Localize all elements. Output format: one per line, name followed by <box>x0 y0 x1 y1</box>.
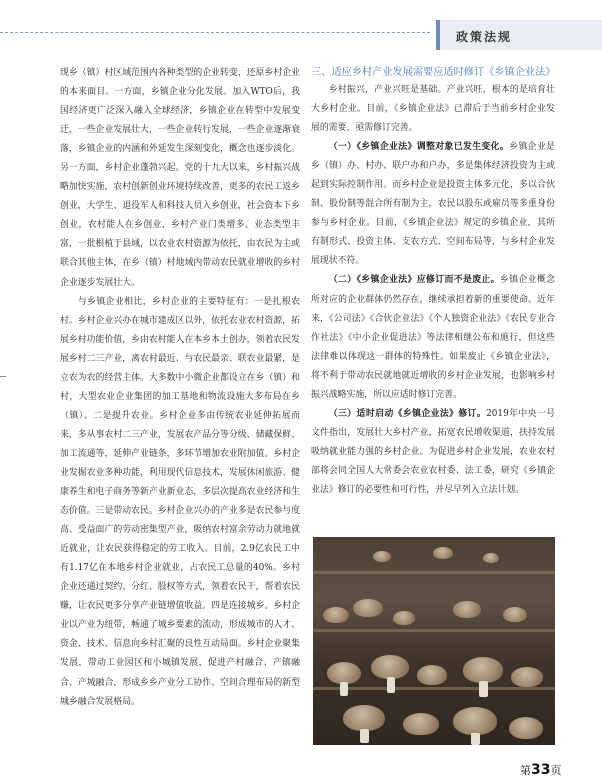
header-rule <box>0 32 430 33</box>
item-lead: （三）适时启动《乡镇企业法》修订。 <box>328 408 487 419</box>
page-number <box>520 762 561 778</box>
section-heading: 三、适应乡村产业发展需要应适时修订《乡镇企业法》 <box>311 67 556 78</box>
item-body: 乡镇企业是乡（镇）办、村办、联户办和户办，多是集体经济投资为主或起到实际控制作用。而乡村企业是投资主体多元化，多以合伙制、股份制等混合所有制为主，农民以股东或雇员等多重身份参与乡村企业。目前，《乡镇企业法》规定的乡镇企业，其所有制形式、投资主体、支农方式、空间布局等，与乡村企业发展现状不符。 <box>311 142 555 267</box>
left-column <box>60 64 300 712</box>
item-lead: （一）《乡镇企业法》调整对象已发生变化。 <box>328 142 510 153</box>
page-prefix: 第 <box>520 764 531 777</box>
item-body: 乡镇企业概念所对应的企业群体仍然存在，继续承担着新的重要使命。近年来，《公司法》《合伙企业法》《个人独资企业法》《农民专业合作社法》《中小企业促进法》等法律相继公布和施行，但这些法律难以体现这一群体的特殊性。如果废止《乡镇企业法》，将不利于带动农民就地就近增收的乡村企业发展，也影响乡村振兴战略实施，所以应适时修订完善。 <box>311 275 555 400</box>
paragraph-item-2 <box>311 271 555 404</box>
right-column <box>311 64 555 500</box>
mushroom-cultivation-photo <box>313 537 555 745</box>
page-number-value: 33 <box>531 762 551 778</box>
paragraph: 现乡（镇）村区域范围内各种类型的企业转变，还原乡村企业的本来面目。一方面，乡镇企业分化发展。加入WTO后，我国经济更广泛深入融入全球经济，乡镇企业在转型中发展变迁，一些企业发展壮大，一些企业转行发展，一些企业逐渐衰落，乡镇企业的内涵和外延发生深刻变化，概念也逐步淡化。另一方面，乡村企业蓬勃兴起。党的十九大以来，乡村振兴战略加快实施，农村创新创业环境持续改善，更多的农民工返乡创业，大学生、退役军人和科技人员入乡创业，社会资本下乡创业，农村能人在乡创业，乡村产业门类增多、业态类型丰富，一批根植于县域，以农业农村资源为依托，由农民为主或联合其他主体，在乡（镇）村地域内带动农民就业增收的乡村企业逐步发展壮大。 <box>60 68 300 288</box>
paragraph: 乡村振兴，产业兴旺是基础。产业兴旺，根本的是培育壮大乡村企业。目前，《乡镇企业法》已滞后于当前乡村企业发展的需要，亟需修订完善。 <box>311 85 555 134</box>
page-suffix: 页 <box>550 764 562 777</box>
section-title: 政策法规 <box>456 30 513 44</box>
item-body: 2019年中央一号文件指出，发展壮大乡村产业，拓宽农民增收渠道，扶持发展吸纳就业能力强的乡村企业。为促进乡村企业发展，农业农村部将会同全国人大常委会农业农村委、法工委，研究《乡镇企业法》修订的必要性和可行性，并尽早列入立法计划。 <box>311 408 556 495</box>
crop-mark <box>0 376 6 377</box>
paragraph-item-3 <box>311 405 555 500</box>
header-accent-bar <box>436 20 440 50</box>
item-lead: （二）《乡镇企业法》应修订而不是废止。 <box>328 275 500 286</box>
paragraph-item-1 <box>311 138 555 271</box>
paragraph: 与乡镇企业相比，乡村企业的主要特征有：一是扎根农村。乡村企业兴办在城市建成区以外，依托农业农村资源，拓展乡村功能价值，乡由农村能人在本乡本土创办，领着农民发展乡村二三产业，离农村最近、与农民最亲、联农业最紧，是立农为农的经营主体。大多数中小微企业都设立在乡（镇）和村，大型农业企业集团的加工基地和物流设施大多布局在乡（镇）。二是提升农业。乡村企业多由传统农业延伸拓展而来，多从事农村二三产业，发展农产品分等分级、储藏保鲜、加工流通等，延伸产业链条，多环节增加农业附加值。乡村企业发掘农业多种功能，利用现代信息技术，发展休闲旅游、健康养生和电子商务等新产业新业态，多层次提高农业经济和生态价值。三是带动农民。乡村企业兴办的产业多是农民参与度高、受益面广的劳动密集型产业，吸纳农村富余劳动力就地就近就业，让农民获得稳定的劳工收入。目前，2.9亿农民工中有1.17亿在本地乡村企业就业，占农民工总量的40%。乡村企业还通过契约、分红、股权等方式，领着农民干，帮着农民赚，让农民更多分享产业链增值收益。四是连接城乡。乡村企业以产业为纽带，畅通了城乡要素的流动，形成城市的人才、资金、技术、信息向乡村汇聚的良性互动局面。乡村企业聚集发展，带动工业园区和小城镇发展，促进产村融合、产镇融合、产城融合，形成乡乡产业分工协作、空间合理布局的新型城乡融合发展格局。 <box>60 296 300 707</box>
